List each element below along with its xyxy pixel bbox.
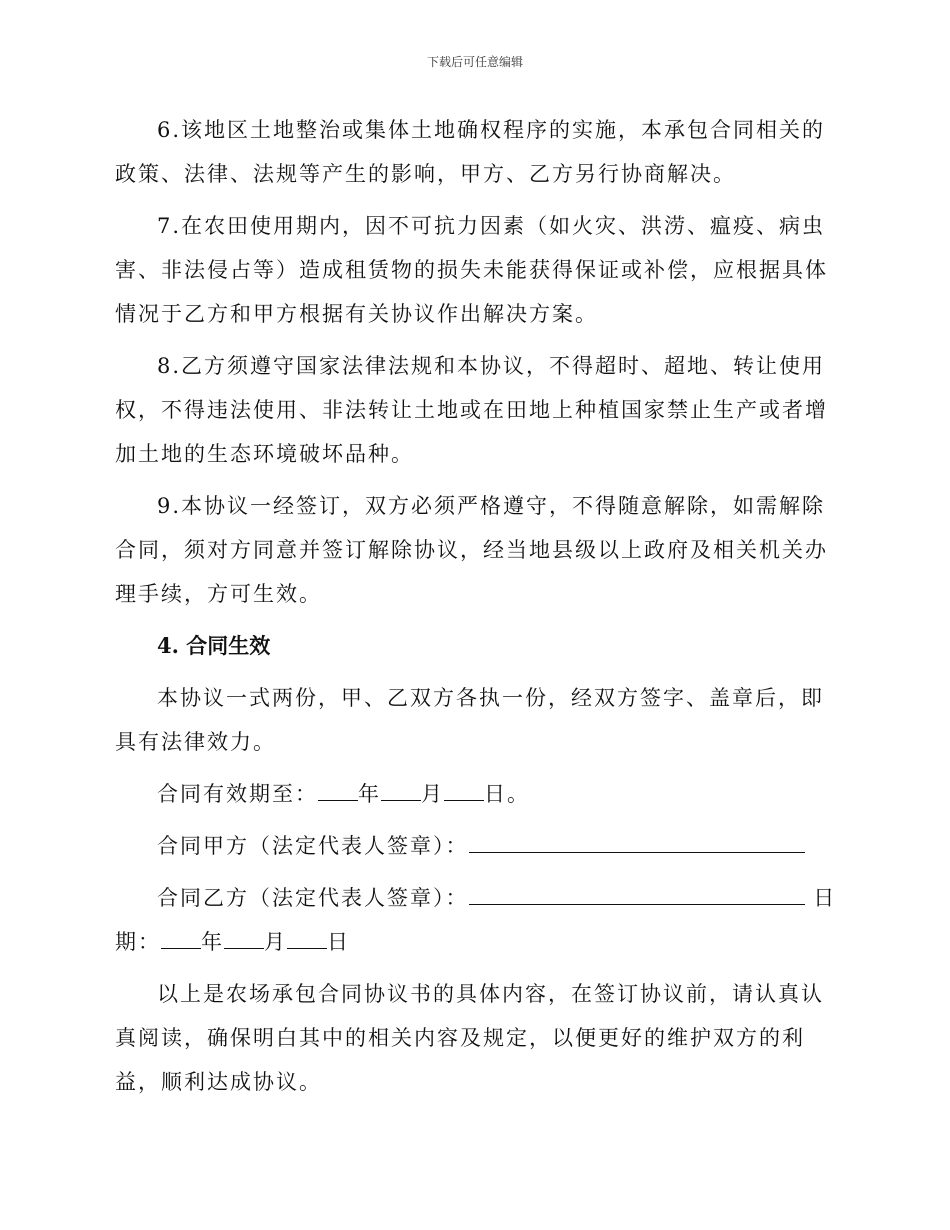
party-b-label: 合同乙方（法定代表人签章）： xyxy=(157,886,469,910)
closing-paragraph: 以上是农场承包合同协议书的具体内容，在签订协议前，请认真认真阅读，确保明白其中的相关内容及规定，以便更好的维护双方的利益，顺利达成协议。 xyxy=(115,982,824,1094)
party-b-line xyxy=(115,876,835,964)
party-b-signature-blank[interactable] xyxy=(469,878,805,905)
sign-day-char: 日 xyxy=(327,930,350,954)
clause-9: 9.本协议一经签订，双方必须严格遵守，不得随意解除，如需解除合同，须对方同意并签订解除协议，经当地县级以上政府及相关机关办理手续，方可生效。 xyxy=(115,494,828,606)
sign-year-blank[interactable] xyxy=(161,922,201,949)
sign-year-char: 年 xyxy=(201,930,224,954)
year-char: 年 xyxy=(358,782,381,806)
date-label-part1: 日 xyxy=(813,886,837,910)
clause-8: 8.乙方须遵守国家法律法规和本协议，不得超时、超地、转让使用权，不得违法使用、非法转让土地或在田地上种植国家禁止生产或者增加土地的生态环境破坏品种。 xyxy=(115,354,828,466)
month-char: 月 xyxy=(421,782,444,806)
document-body xyxy=(115,108,835,1112)
sign-month-blank[interactable] xyxy=(224,922,264,949)
sign-month-char: 月 xyxy=(264,930,287,954)
year-blank[interactable] xyxy=(318,774,358,801)
page-header-note: 下载后可任意编辑 xyxy=(426,55,523,69)
party-a-line xyxy=(115,824,835,868)
clause-7: 7.在农田使用期内，因不可抗力因素（如火灾、洪涝、瘟疫、病虫害、非法侵占等）造成租赁物的损失未能获得保证或补偿，应根据具体情况于乙方和甲方根据有关协议作出解决方案。 xyxy=(115,214,828,326)
party-a-label: 合同甲方（法定代表人签章）： xyxy=(157,834,469,858)
party-a-signature-blank[interactable] xyxy=(469,826,805,853)
section-4-body: 本协议一式两份，甲、乙双方各执一份，经双方签字、盖章后，即具有法律效力。 xyxy=(115,686,824,754)
day-char: 日。 xyxy=(484,782,530,806)
validity-label: 合同有效期至： xyxy=(157,782,318,806)
sign-day-blank[interactable] xyxy=(287,922,327,949)
validity-line xyxy=(115,772,835,816)
month-blank[interactable] xyxy=(381,774,421,801)
date-label-part2: 期： xyxy=(115,930,161,954)
clause-6: 6.该地区土地整治或集体土地确权程序的实施，本承包合同相关的政策、法律、法规等产生的影响，甲方、乙方另行协商解决。 xyxy=(115,118,826,186)
section-heading-contract-effect: 4. 合同生效 xyxy=(157,633,271,658)
day-blank[interactable] xyxy=(444,774,484,801)
